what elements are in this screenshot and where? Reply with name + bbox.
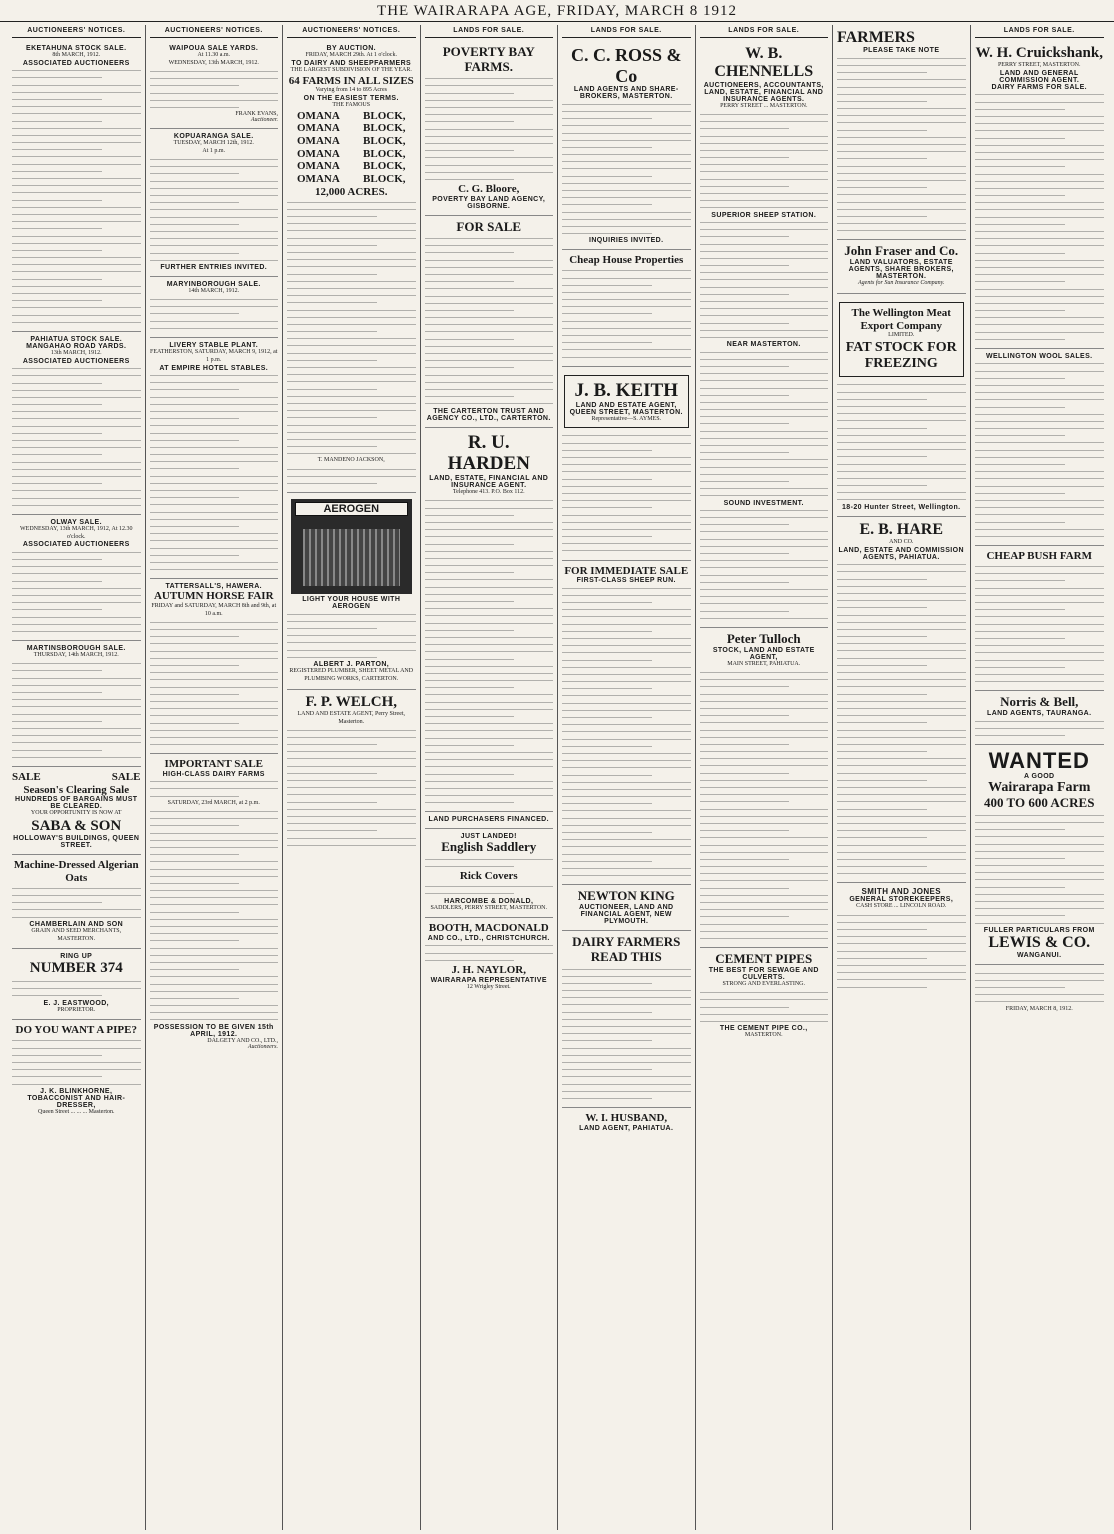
ad-date: FEATHERSTON, SATURDAY, MARCH 9, 1912, at 1 p.m.	[150, 349, 278, 363]
ad-want-a-pipe	[12, 1020, 141, 1121]
ad-title-right: SALE	[111, 770, 141, 783]
ad-subtitle: LAND AGENTS AND SHARE-BROKERS, MASTERTON.	[573, 86, 679, 101]
advertiser-role: WAIRARAPA REPRESENTATIVE	[430, 976, 547, 984]
ad-heading: FOR IMMEDIATE SALE	[564, 564, 689, 577]
house-image	[303, 529, 400, 586]
page-columns	[8, 25, 1108, 1530]
ad-tattersalls-hawera	[150, 579, 279, 754]
advertiser-name: C. G. Bloore,	[458, 183, 520, 196]
advertiser-name: ALBERT J. PARTON,	[313, 660, 390, 668]
ad-title: MARYINBOROUGH SALE.	[166, 280, 261, 288]
auctioneer-name: FRANK EVANS,	[235, 111, 278, 118]
ad-farmers-take-note	[837, 25, 966, 240]
column-header: AUCTIONEERS' NOTICES.	[287, 25, 416, 38]
ad-subtitle-2: LAND, ESTATE AND COMMISSION AGENTS, PAHIATUA.	[838, 546, 964, 561]
ad-terms: ON THE EASIEST TERMS.	[303, 95, 399, 103]
ad-heading: C. C. ROSS & Co	[570, 45, 682, 86]
ad-ring-up-374	[12, 949, 141, 1020]
ad-heading: DO YOU WANT A PIPE?	[15, 1024, 137, 1037]
column-header: LANDS FOR SALE.	[700, 25, 829, 38]
ad-famous: THE FAMOUS	[332, 102, 371, 109]
advertiser-role: TOBACCONIST AND HAIR-DRESSER,	[27, 1094, 126, 1109]
column-2	[146, 25, 284, 1530]
ad-smith-and-jones	[837, 883, 966, 995]
ad-location: AT EMPIRE HOTEL STABLES.	[159, 364, 269, 372]
column-3	[283, 25, 421, 1530]
advertiser-name: J. K. BLINKHORNE,	[40, 1087, 113, 1095]
ad-subtitle: AND CO., LTD., CHRISTCHURCH.	[427, 935, 550, 943]
block-row: OMANA BLOCK,	[297, 109, 406, 122]
ad-olway-sale	[12, 515, 141, 641]
ad-subtitle: LAND AGENT, PAHIATUA.	[579, 1124, 674, 1132]
section-title: SOUND INVESTMENT.	[723, 499, 804, 507]
block-row: OMANA BLOCK,	[297, 173, 406, 186]
ad-saba-and-son	[12, 767, 141, 855]
advertiser-detail: GRAIN AND SEED MERCHANTS, MASTERTON.	[31, 927, 122, 942]
ad-heading: AUTUMN HORSE FAIR	[153, 590, 274, 603]
ad-heading: BOOTH, MACDONALD	[428, 922, 549, 935]
column-8	[971, 25, 1109, 1530]
advertiser-name: SABA & SON	[31, 818, 122, 834]
ad-subtitle-2: LAND AND GENERAL COMMISSION AGENT.	[999, 70, 1080, 85]
ad-heading: F. P. WELCH,	[305, 693, 398, 710]
ad-heading: Peter Tulloch	[726, 630, 801, 646]
total-acres: 12,000 ACRES.	[315, 185, 388, 198]
ad-eb-hare	[837, 517, 966, 884]
ad-heading: THE LARGEST SUBDIVISION OF THE YEAR.	[290, 66, 412, 73]
ad-subtitle: AND CO.	[889, 539, 914, 546]
ad-date: 13th MARCH, 1912.	[50, 349, 102, 356]
ad-title: MARTINSBOROUGH SALE.	[26, 645, 126, 653]
ad-subtitle: MANGAHAO ROAD YARDS.	[26, 342, 127, 350]
advertiser-address: Telephone 413. P.O. Box 112.	[452, 489, 525, 496]
ad-waipoua-sale-yards	[150, 41, 279, 129]
ad-peter-tulloch	[700, 628, 829, 948]
advertiser-address: Queen Street ... ... ... Masterton.	[38, 1108, 115, 1115]
imprint-date: FRIDAY, MARCH 8, 1912.	[1005, 1005, 1073, 1012]
newspaper-masthead: THE WAIRARAPA AGE, FRIDAY, MARCH 8 1912	[0, 0, 1114, 22]
ad-date: WEDNESDAY, 13th MARCH, 1912, At 12.30 o'clock.	[19, 525, 133, 540]
ad-eketahuna-stock-sale	[12, 41, 141, 332]
ad-subtitle: LAND, ESTATE, FINANCIAL AND INSURANCE AGENT.	[429, 475, 549, 490]
ad-heading: W. H. Cruickshank,	[975, 45, 1103, 61]
ad-heading: Cheap House Properties	[569, 254, 684, 267]
ad-for-sale-carterton	[425, 216, 554, 428]
ad-title: TATTERSALL'S, HAWERA.	[165, 583, 263, 591]
ad-heading: W. I. HUSBAND,	[585, 1112, 668, 1125]
ad-wh-cruickshank	[975, 41, 1105, 349]
ad-john-fraser	[837, 240, 966, 294]
ad-lead: ASSOCIATED AUCTIONEERS	[22, 59, 130, 67]
advertiser-name: THE CEMENT PIPE CO.,	[719, 1025, 808, 1033]
ad-subtitle-2: FAT STOCK FOR FREEZING	[845, 340, 957, 372]
advertiser-role: SADDLERS, PERRY STREET, MASTERTON.	[430, 904, 548, 911]
ad-title-left: SALE	[12, 770, 41, 783]
ad-heading: POVERTY BAY FARMS.	[442, 44, 535, 74]
advertiser-address: PERRY STREET ... MASTERTON.	[720, 102, 808, 109]
ad-subtitle: PERRY STREET, MASTERTON.	[997, 62, 1081, 69]
ad-date: 14th MARCH, 1912.	[188, 287, 240, 294]
ad-title: OLWAY SALE.	[50, 518, 102, 526]
ad-subtitle: HUNDREDS OF BARGAINS MUST BE CLEARED.	[15, 796, 138, 811]
block-row: OMANA BLOCK,	[297, 147, 406, 160]
advertiser-name: E. J. EASTWOOD,	[43, 999, 109, 1007]
ad-aerogen	[287, 493, 416, 689]
ad-martinsborough-sale	[12, 641, 141, 767]
ad-heading: J. B. KEITH	[574, 379, 678, 401]
ad-subtitle: LAND VALUATORS, ESTATE AGENTS, SHARE BROKERS, MASTERTON.	[848, 259, 954, 281]
aerogen-logo: AEROGEN	[295, 502, 408, 516]
advertiser-address: MASTERTON.	[744, 1032, 783, 1039]
advertiser-detail: POVERTY BAY LAND AGENCY, GISBORNE.	[432, 195, 546, 210]
ad-subtitle: LIGHT YOUR HOUSE WITH AEROGEN	[302, 596, 401, 611]
column-header: LANDS FOR SALE.	[425, 25, 554, 38]
ad-subtitle: AUCTIONEERS, ACCOUNTANTS, LAND, ESTATE, FINANCIAL AND INSURANCE AGENTS.	[703, 81, 824, 103]
printer-imprint	[975, 965, 1105, 1018]
ad-subtitle: TO DAIRY AND SHEEPFARMERS	[291, 59, 412, 67]
ad-cheap-house-properties	[562, 250, 691, 366]
ad-lead: ASSOCIATED AUCTIONEERS	[22, 541, 130, 549]
column-4	[421, 25, 559, 1530]
ad-ru-harden	[425, 428, 554, 813]
ad-title: EKETAHUNA STOCK SALE.	[26, 45, 127, 52]
ad-pahiatua-stock-sale	[12, 332, 141, 515]
ad-heading: English Saddlery	[441, 839, 537, 855]
ad-date: 8th MARCH, 1912.	[52, 52, 101, 58]
ad-heading: DAIRY FARMERS READ THIS	[572, 934, 681, 965]
ad-algerian-oats	[12, 855, 141, 949]
ad-heading: FARMERS	[837, 29, 915, 46]
ad-omana-block-auction	[287, 41, 416, 493]
advertiser-role: Agents for Sun Insurance Company.	[858, 280, 945, 287]
advertiser-address: HOLLOWAY'S BUILDINGS, QUEEN STREET.	[13, 835, 140, 850]
advertiser-role: Representative—S. AYMES.	[591, 415, 662, 422]
ad-date: FRIDAY and SATURDAY, MARCH 8th and 9th, at 10 a.m.	[151, 602, 277, 617]
ad-fp-welch	[287, 690, 416, 854]
ad-time: At 11.30 a.m.	[197, 52, 231, 58]
ad-note: INQUIRIES INVITED.	[589, 237, 664, 245]
advertiser-name: CHAMBERLAIN AND SON	[29, 920, 124, 928]
block-row: OMANA BLOCK,	[297, 160, 406, 173]
ad-heading: CEMENT PIPES	[715, 951, 813, 967]
ad-subtitle: PLEASE TAKE NOTE	[863, 47, 940, 55]
ad-kopuaranga-sale	[150, 129, 279, 277]
column-5	[558, 25, 696, 1530]
ad-title: JUST LANDED!	[460, 833, 517, 841]
section-title: DAIRY FARMS FOR SALE.	[991, 84, 1088, 92]
ad-date: SATURDAY, 23rd MARCH, at 2 p.m.	[167, 799, 260, 806]
ad-lead: ASSOCIATED AUCTIONEERS	[22, 357, 130, 365]
ad-heading: Norris & Bell,	[1000, 694, 1079, 710]
ad-subtitle: AUCTIONEER, LAND AND FINANCIAL AGENT, NEW PLYMOUTH.	[579, 904, 674, 926]
ad-subtitle: LIMITED.	[888, 332, 915, 339]
ad-jb-keith	[562, 367, 691, 561]
ad-land-purchasers	[425, 812, 554, 829]
ad-subtitle-2: YOUR OPPORTUNITY IS NOW AT	[30, 810, 122, 817]
ad-subtitle: GENERAL STOREKEEPERS,	[849, 896, 954, 904]
ad-heading: Machine-Dressed Algerian Oats	[13, 859, 139, 884]
ad-subtitle: HIGH-CLASS DAIRY FARMS	[162, 770, 265, 778]
ad-subtitle-2: Wairarapa Farm	[988, 780, 1091, 796]
ad-norris-and-bell	[975, 691, 1105, 745]
ad-heading: W. B. CHENNELLS	[714, 45, 814, 81]
ad-livery-stable-plant	[150, 338, 279, 579]
ad-title: PAHIATUA STOCK SALE.	[30, 335, 123, 343]
advertiser-name: J. H. NAYLOR,	[451, 963, 526, 976]
ad-heading: John Fraser and Co.	[844, 243, 959, 259]
block-row: OMANA BLOCK,	[297, 122, 406, 135]
column-header: AUCTIONEERS' NOTICES.	[150, 25, 279, 38]
ad-subtitle: STOCK, LAND AND ESTATE AGENT,	[712, 646, 815, 661]
ad-heading: SMITH AND JONES	[861, 887, 941, 897]
ad-dairy-farmers	[562, 931, 691, 1108]
ad-heading: FOR SALE	[456, 218, 522, 234]
ad-cc-ross	[562, 41, 691, 250]
ad-note: FURTHER ENTRIES INVITED.	[160, 263, 268, 271]
column-7	[833, 25, 971, 1530]
advertiser-name: THE CARTERTON TRUST AND AGENCY CO., LTD., CARTERTON.	[426, 407, 551, 422]
advertiser-name: HARCOMBE & DONALD,	[444, 897, 534, 905]
ad-wellington-meat-export	[837, 294, 966, 516]
ad-subtitle: FIRST-CLASS SHEEP RUN.	[576, 577, 676, 585]
section-title: SUPERIOR SHEEP STATION.	[711, 211, 817, 219]
ad-time: At 1 p.m.	[202, 147, 226, 154]
advertiser-name: T. MANDENO JACKSON,	[317, 457, 385, 464]
ad-subtitle: Rick Covers	[459, 870, 518, 883]
ad-wb-chennells	[700, 41, 829, 628]
farm-count: 64 FARMS IN ALL SIZES	[288, 74, 414, 87]
ad-note: LAND PURCHASERS FINANCED.	[428, 816, 549, 824]
advertiser-address: 12 Wrigley Street.	[466, 983, 511, 990]
auctioneer-role: Auctioneer.	[250, 117, 278, 124]
ad-date: FRIDAY, MARCH 29th. At 1 o'clock.	[305, 52, 397, 58]
ad-wanted-farm	[975, 745, 1105, 965]
advertiser-address: 18-20 Hunter Street, Wellington.	[842, 503, 961, 511]
ad-title: WELLINGTON WOOL SALES.	[985, 353, 1093, 360]
advertiser-role: PROPRIETOR.	[57, 1006, 96, 1013]
ad-maryinborough-sale	[150, 277, 279, 338]
ad-heading: Season's Clearing Sale	[23, 783, 130, 796]
ad-heading: IMPORTANT SALE	[164, 758, 264, 771]
ad-heading: The Wellington Meat Export Company	[851, 307, 951, 332]
ad-heading: E. B. HARE	[859, 520, 944, 538]
ad-heading: R. U. HARDEN	[447, 431, 530, 475]
advertiser-address: MAIN STREET, PAHIATUA.	[727, 660, 801, 667]
column-header: LANDS FOR SALE.	[562, 25, 691, 38]
ad-subtitle: LAND AND ESTATE AGENT, QUEEN STREET, MASTERTON.	[569, 401, 683, 416]
column-header: LANDS FOR SALE.	[975, 25, 1105, 38]
ad-date: TUESDAY, MARCH 12th, 1912.	[173, 140, 254, 147]
section-title: NEAR MASTERTON.	[726, 341, 801, 349]
ad-date: THURSDAY, 14th MARCH, 1912.	[33, 652, 119, 659]
ad-booth-macdonald	[425, 918, 554, 996]
ad-date: WEDNESDAY, 13th MARCH, 1912.	[168, 59, 259, 66]
column-6	[696, 25, 834, 1530]
ad-title: WAIPOUA SALE YARDS.	[169, 45, 259, 52]
ad-title: BY AUCTION.	[326, 45, 376, 52]
ad-subtitle: LAND AGENTS, TAURANGA.	[987, 710, 1092, 718]
ad-newton-king	[562, 885, 691, 931]
ad-note: FULLER PARTICULARS FROM	[983, 926, 1095, 934]
advertiser-name: LEWIS & CO.	[988, 933, 1091, 951]
ad-heading: NEWTON KING	[577, 888, 675, 904]
ad-heading: CHEAP BUSH FARM	[986, 550, 1093, 563]
ad-heading: NUMBER 374	[29, 960, 123, 977]
ad-immediate-sale	[562, 561, 691, 886]
ad-cement-pipes	[700, 948, 829, 1045]
ad-subtitle: LAND AND ESTATE AGENT, Perry Street, Masterton.	[297, 710, 406, 725]
ad-subtitle: A GOOD	[1023, 773, 1055, 781]
aerogen-illustration	[291, 499, 412, 594]
auctioneer-name: DALGETY AND CO., LTD.,	[207, 1037, 278, 1044]
block-row: OMANA BLOCK,	[297, 135, 406, 148]
advertiser-address: CASH STORE ... LINCOLN ROAD.	[856, 903, 947, 910]
ad-wellington-wool-sales	[975, 349, 1105, 546]
acreage-range: 400 TO 600 ACRES	[984, 795, 1095, 811]
ad-wi-husband	[562, 1108, 691, 1137]
column-header: AUCTIONEERS' NOTICES.	[12, 25, 141, 38]
column-1	[8, 25, 146, 1530]
ad-title: KOPUARANGA SALE.	[173, 133, 254, 141]
ad-poverty-bay-farms	[425, 41, 554, 216]
ad-title: LIVERY STABLE PLANT.	[169, 342, 259, 350]
ad-subtitle-2: STRONG AND EVERLASTING.	[722, 981, 805, 988]
advertiser-role: REGISTERED PLUMBER, SHEET METAL AND PLUMBING WORKS, CARTERTON.	[289, 667, 414, 682]
farm-size-range: Varying from 14 to 895 Acres	[315, 87, 387, 94]
ad-note: POSSESSION TO BE GIVEN 15th APRIL, 1912.	[153, 1023, 274, 1038]
auctioneer-role: Auctioneers.	[247, 1043, 278, 1050]
ad-cheap-bush-farm	[975, 546, 1105, 691]
advertiser-location: WANGANUI.	[1017, 952, 1062, 960]
ad-english-saddlery	[425, 829, 554, 918]
ad-title: RING UP	[60, 953, 93, 961]
ad-important-sale	[150, 754, 279, 1054]
ad-subtitle: THE BEST FOR SEWAGE AND CULVERTS.	[708, 967, 819, 982]
ad-heading: WANTED	[988, 748, 1090, 774]
